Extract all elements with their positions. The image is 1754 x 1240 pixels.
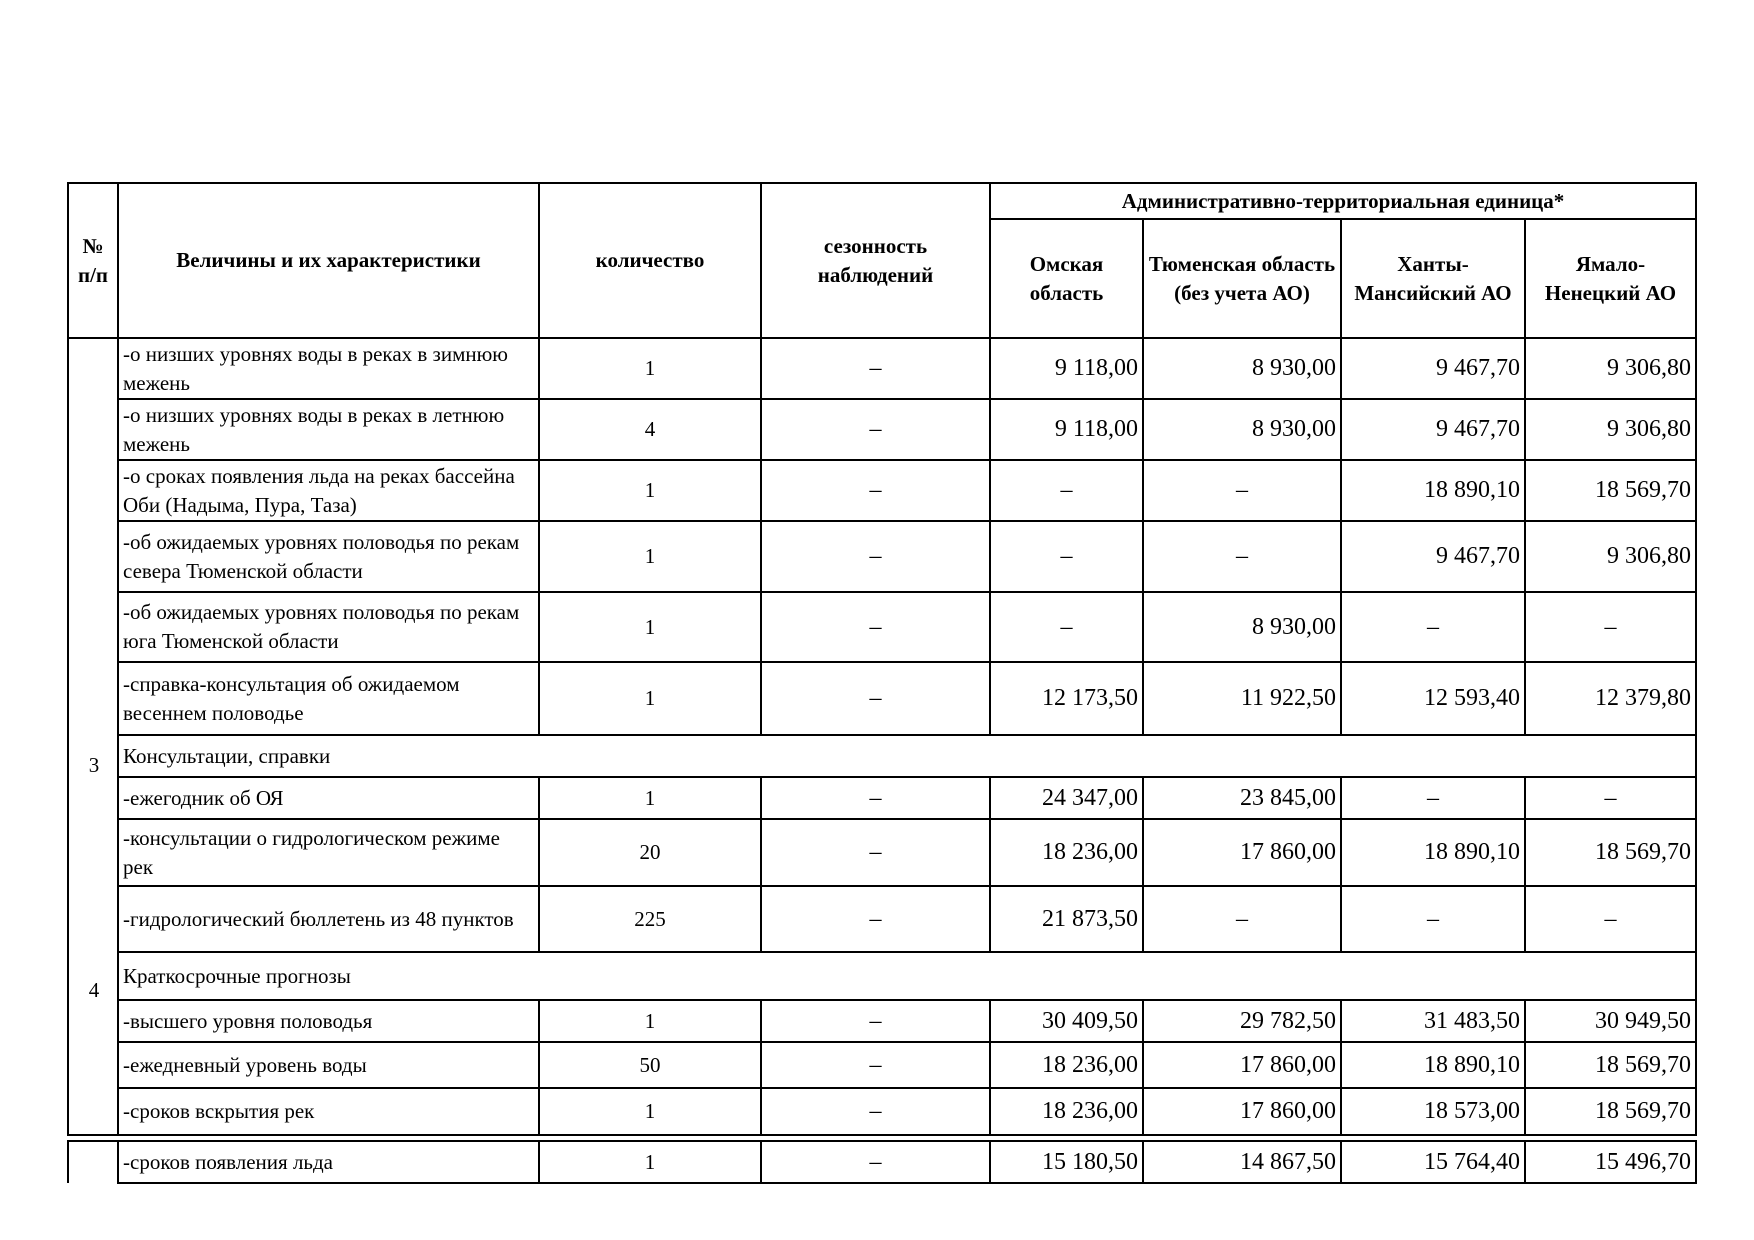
row-khmao: 9 467,70: [1341, 521, 1525, 592]
row-yanao: 12 379,80: [1525, 662, 1696, 735]
row-khmao: 31 483,50: [1341, 1000, 1525, 1042]
row-description: -об ожидаемых уровнях половодья по рекам севера Тюменской области: [118, 521, 539, 592]
table-row: [68, 1000, 1696, 1042]
row-yanao: 9 306,80: [1525, 521, 1696, 592]
row-khmao: 9 467,70: [1341, 338, 1525, 399]
row-yanao: 18 569,70: [1525, 819, 1696, 886]
row-seasonality: –: [761, 1042, 990, 1088]
table-row: [68, 399, 1696, 460]
row-seasonality: –: [761, 1088, 990, 1135]
row-quantity: 225: [539, 886, 761, 952]
row-quantity: 1: [539, 1088, 761, 1135]
row-description: -справка-консультация об ожидаемом весеннем половодье: [118, 662, 539, 735]
row-omsk: 12 173,50: [990, 662, 1143, 735]
row-khmao: 18 890,10: [1341, 1042, 1525, 1088]
row-description: -сроков появления льда: [118, 1141, 539, 1183]
row-quantity: 1: [539, 592, 761, 662]
table-row: [68, 819, 1696, 886]
table-row: [68, 338, 1696, 399]
section-title: Консультации, справки: [118, 735, 1696, 777]
row-omsk: 18 236,00: [990, 819, 1143, 886]
row-description: -об ожидаемых уровнях половодья по рекам юга Тюменской области: [118, 592, 539, 662]
header-tyumen: Тюменская область (без учета АО): [1143, 219, 1341, 338]
table-row: [68, 1141, 1696, 1183]
row-quantity: 1: [539, 777, 761, 819]
row-tyumen: –: [1143, 886, 1341, 952]
table-row: [68, 1042, 1696, 1088]
row-description: -ежедневный уровень воды: [118, 1042, 539, 1088]
row-seasonality: –: [761, 521, 990, 592]
row-description: -высшего уровня половодья: [118, 1000, 539, 1042]
row-seasonality: –: [761, 819, 990, 886]
num-cell-block: [68, 338, 118, 1135]
row-tyumen: 17 860,00: [1143, 1042, 1341, 1088]
continuation-table: [67, 1140, 1697, 1184]
table-row: [68, 662, 1696, 735]
row-description: -ежегодник об ОЯ: [118, 777, 539, 819]
header-yanao: Ямало-Ненецкий АО: [1525, 219, 1696, 338]
row-khmao: –: [1341, 886, 1525, 952]
row-khmao: –: [1341, 592, 1525, 662]
row-omsk: 24 347,00: [990, 777, 1143, 819]
row-khmao: 18 890,10: [1341, 819, 1525, 886]
row-quantity: 1: [539, 1141, 761, 1183]
row-omsk: 21 873,50: [990, 886, 1143, 952]
table-row: [68, 592, 1696, 662]
row-yanao: 15 496,70: [1525, 1141, 1696, 1183]
row-yanao: –: [1525, 777, 1696, 819]
row-tyumen: 8 930,00: [1143, 338, 1341, 399]
row-tyumen: 11 922,50: [1143, 662, 1341, 735]
row-omsk: 18 236,00: [990, 1042, 1143, 1088]
header-num: № п/п: [68, 183, 118, 338]
header-description: Величины и их характеристики: [118, 183, 539, 338]
row-omsk: –: [990, 521, 1143, 592]
row-seasonality: –: [761, 886, 990, 952]
row-tyumen: 17 860,00: [1143, 819, 1341, 886]
header-seasonality: сезонность наблюдений: [761, 183, 990, 338]
row-seasonality: –: [761, 1000, 990, 1042]
header-khmao: Ханты-Мансийский АО: [1341, 219, 1525, 338]
row-tyumen: 23 845,00: [1143, 777, 1341, 819]
table-row: [68, 886, 1696, 952]
row-omsk: 30 409,50: [990, 1000, 1143, 1042]
row-yanao: 9 306,80: [1525, 338, 1696, 399]
row-quantity: 1: [539, 338, 761, 399]
row-seasonality: –: [761, 1141, 990, 1183]
row-quantity: 1: [539, 1000, 761, 1042]
row-yanao: 9 306,80: [1525, 399, 1696, 460]
row-omsk: –: [990, 592, 1143, 662]
row-seasonality: –: [761, 338, 990, 399]
row-omsk: 15 180,50: [990, 1141, 1143, 1183]
row-quantity: 1: [539, 662, 761, 735]
row-tyumen: 8 930,00: [1143, 399, 1341, 460]
row-yanao: 18 569,70: [1525, 1042, 1696, 1088]
row-omsk: 9 118,00: [990, 338, 1143, 399]
row-quantity: 4: [539, 399, 761, 460]
row-khmao: 9 467,70: [1341, 399, 1525, 460]
row-quantity: 1: [539, 460, 761, 521]
row-tyumen: 29 782,50: [1143, 1000, 1341, 1042]
table-row: [68, 1088, 1696, 1135]
row-description: -гидрологический бюллетень из 48 пунктов: [118, 886, 539, 952]
num-cell: [68, 1141, 118, 1183]
header-omsk: Омская область: [990, 219, 1143, 338]
row-yanao: 18 569,70: [1525, 1088, 1696, 1135]
row-khmao: 18 890,10: [1341, 460, 1525, 521]
row-seasonality: –: [761, 399, 990, 460]
row-description: -консультации о гидрологическом режиме рек: [118, 819, 539, 886]
row-seasonality: –: [761, 777, 990, 819]
section-title: Краткосрочные прогнозы: [118, 952, 1696, 1000]
row-tyumen: 8 930,00: [1143, 592, 1341, 662]
row-khmao: –: [1341, 777, 1525, 819]
section-row-3: [68, 735, 1696, 777]
section-number-3: 3: [88, 753, 100, 777]
row-omsk: 9 118,00: [990, 399, 1143, 460]
tariff-table: [67, 182, 1697, 1136]
row-khmao: 12 593,40: [1341, 662, 1525, 735]
row-seasonality: –: [761, 592, 990, 662]
row-quantity: 20: [539, 819, 761, 886]
row-quantity: 50: [539, 1042, 761, 1088]
row-seasonality: –: [761, 662, 990, 735]
row-yanao: –: [1525, 592, 1696, 662]
table-row: [68, 521, 1696, 592]
section-row-4: [68, 952, 1696, 1000]
row-tyumen: 14 867,50: [1143, 1141, 1341, 1183]
row-tyumen: 17 860,00: [1143, 1088, 1341, 1135]
table-row: [68, 777, 1696, 819]
row-omsk: 18 236,00: [990, 1088, 1143, 1135]
section-number-4: 4: [88, 978, 100, 1002]
row-quantity: 1: [539, 521, 761, 592]
row-omsk: –: [990, 460, 1143, 521]
row-seasonality: –: [761, 460, 990, 521]
row-tyumen: –: [1143, 521, 1341, 592]
row-tyumen: –: [1143, 460, 1341, 521]
row-description: -о низших уровнях воды в реках в летнюю межень: [118, 399, 539, 460]
row-yanao: –: [1525, 886, 1696, 952]
row-description: -о сроках появления льда на реках бассейна Оби (Надыма, Пура, Таза): [118, 460, 539, 521]
row-yanao: 18 569,70: [1525, 460, 1696, 521]
row-khmao: 18 573,00: [1341, 1088, 1525, 1135]
header-admin-unit: Административно-территориальная единица*: [990, 183, 1696, 219]
row-khmao: 15 764,40: [1341, 1141, 1525, 1183]
table-row: [68, 460, 1696, 521]
row-description: -о низших уровнях воды в реках в зимнюю межень: [118, 338, 539, 399]
row-yanao: 30 949,50: [1525, 1000, 1696, 1042]
header-quantity: количество: [539, 183, 761, 338]
row-description: -сроков вскрытия рек: [118, 1088, 539, 1135]
